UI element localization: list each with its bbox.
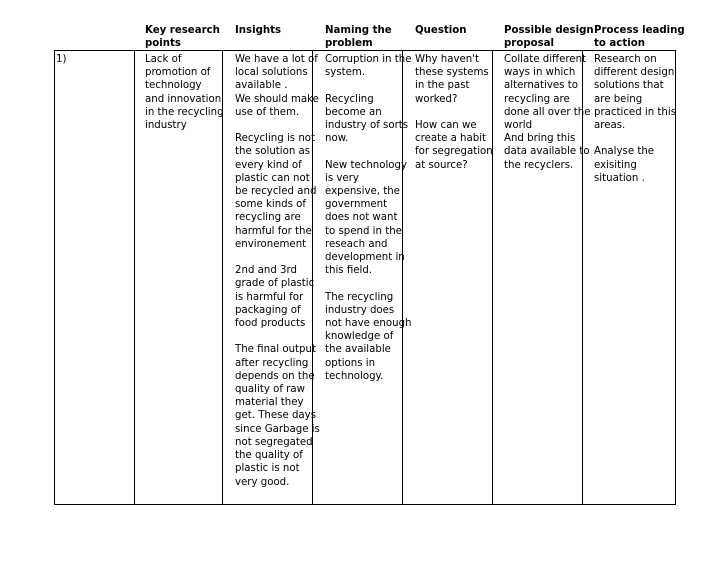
header-process-line1: Process leading <box>594 25 685 36</box>
header-design-proposal <box>504 24 594 50</box>
cell-process-action: Research on different design solutions that are being practiced in this areas. Analyse the exisiting situation . <box>594 54 677 184</box>
header-question <box>415 24 467 37</box>
header-process-action <box>594 24 685 50</box>
header-naming-line1: Naming the <box>325 25 392 36</box>
header-design-line1: Possible design <box>504 25 594 36</box>
header-insights <box>235 24 281 37</box>
header-design-line2: proposal <box>504 38 555 50</box>
cell-design-proposal: Collate different ways in which alternatives to recycling are done all over the world And bring this data available to the recyclers. <box>504 54 591 171</box>
header-process-line2: to action <box>594 38 645 50</box>
header-key-research-line1: Key research <box>145 25 220 36</box>
header-insights-line1: Insights <box>235 25 282 36</box>
header-key-research-line2: points <box>145 38 181 50</box>
column-divider <box>134 50 135 505</box>
cell-naming-problem: Corruption in the system. Recycling become an industry of sorts now. New technology is very expensive, the government does not want to spend in the reseach and development in this field. The recycling industry does not have enough knowledge of the available options in technology. <box>325 54 412 382</box>
cell-insights: We have a lot of local solutions available . We should make use of them. Recycling is not the solution as every kind of plastic can not be recycled and some kinds of recycling are harmful for the environement 2nd and 3rd grade of plastic is harmful for packaging of food products The final output after recycling depends on the quality of raw material they get. These days since Garbage is not segregated the quality of plastic is not very good. <box>235 54 320 488</box>
header-naming-problem <box>325 24 392 50</box>
column-divider <box>54 50 55 505</box>
header-naming-line2: problem <box>325 38 373 50</box>
cell-key-research: Lack of promotion of technology and innovation in the recycling industry <box>145 54 224 132</box>
cell-question: Why haven't these systems in the past worked? How can we create a habit for segregation at source? <box>415 54 493 171</box>
header-question-line1: Question <box>415 25 467 36</box>
header-key-research <box>145 24 220 50</box>
row-index: 1) <box>56 54 67 65</box>
